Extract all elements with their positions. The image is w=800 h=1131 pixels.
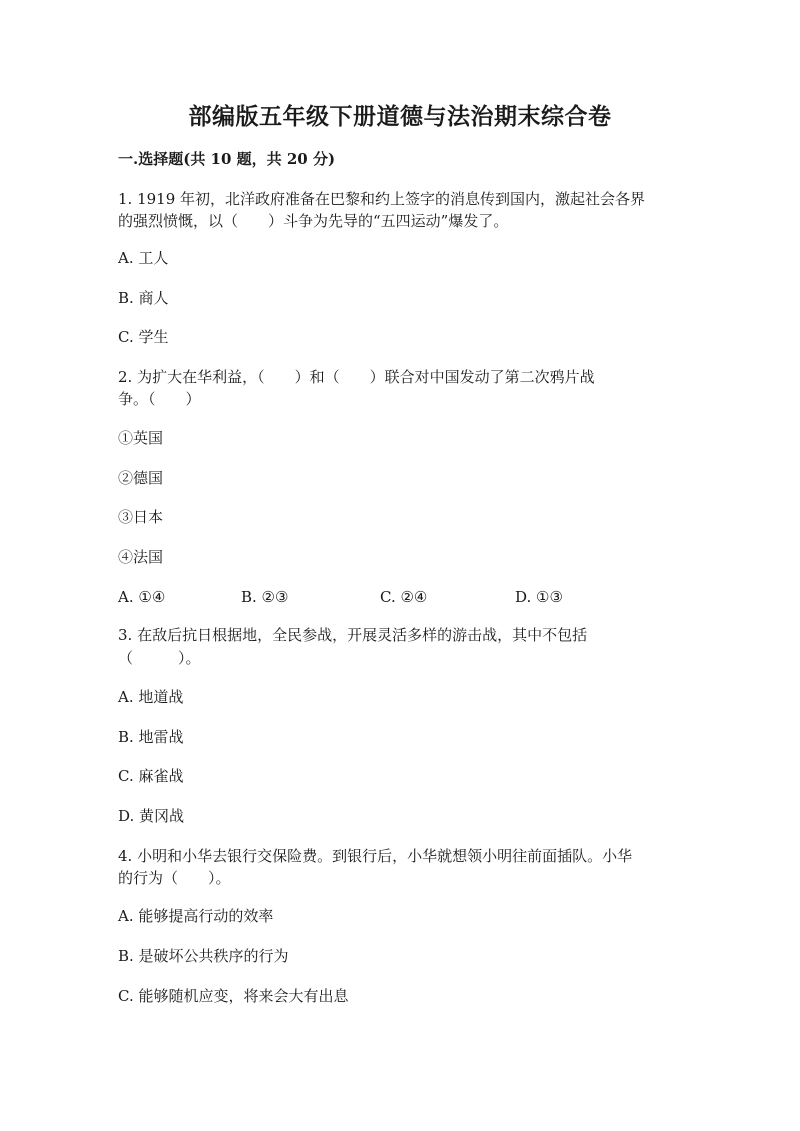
question-3-option-c: C. 麻雀战 [118, 767, 184, 785]
question-1-option-c: C. 学生 [118, 328, 169, 346]
question-2-option-c: C. ②④ [380, 588, 428, 606]
question-2-text-line-2: 争。（ ） [118, 390, 201, 408]
question-2-text-line-1: 2. 为扩大在华利益，（ ）和（ ）联合对中国发动了第二次鸦片战 [118, 368, 595, 386]
question-3-option-d: D. 黄冈战 [118, 807, 185, 825]
question-1-option-b: B. 商人 [118, 289, 169, 307]
question-3-text-line-1: 3. 在敌后抗日根据地，全民参战，开展灵活多样的游击战，其中不包括 [118, 626, 588, 644]
question-2-options-row [118, 586, 678, 608]
section-heading: 一.选择题(共 10 题，共 20 分) [118, 150, 336, 168]
question-1-option-a: A. 工人 [118, 249, 169, 267]
question-1-text-line-1: 1. 1919 年初，北洋政府准备在巴黎和约上签字的消息传到国内，激起社会各界 [118, 190, 646, 208]
question-2-option-a: A. ①④ [118, 588, 166, 606]
question-1-text-line-2: 的强烈愤慨，以（ ）斗争为先导的“五四运动”爆发了。 [118, 212, 509, 230]
question-4-option-b: B. 是破坏公共秩序的行为 [118, 947, 289, 965]
question-3-text-line-2: （ ）。 [118, 649, 201, 667]
question-2-item-4: ④法国 [118, 548, 164, 566]
question-4-option-a: A. 能够提高行动的效率 [118, 907, 274, 925]
question-3-option-b: B. 地雷战 [118, 728, 184, 746]
question-4-text-line-2: 的行为（ ）。 [118, 869, 231, 887]
question-4-option-c: C. 能够随机应变，将来会大有出息 [118, 987, 349, 1005]
question-4-text-line-1: 4. 小明和小华去银行交保险费。到银行后，小华就想领小明往前面插队。小华 [118, 847, 633, 865]
question-2-option-d: D. ①③ [515, 588, 563, 606]
question-2-option-b: B. ②③ [241, 588, 289, 606]
question-3-option-a: A. 地道战 [118, 688, 184, 706]
question-2-item-1: ①英国 [118, 429, 164, 447]
question-2-item-3: ③日本 [118, 508, 164, 526]
question-2-item-2: ②德国 [118, 469, 164, 487]
page-title: 部编版五年级下册道德与法治期末综合卷 [188, 103, 612, 130]
